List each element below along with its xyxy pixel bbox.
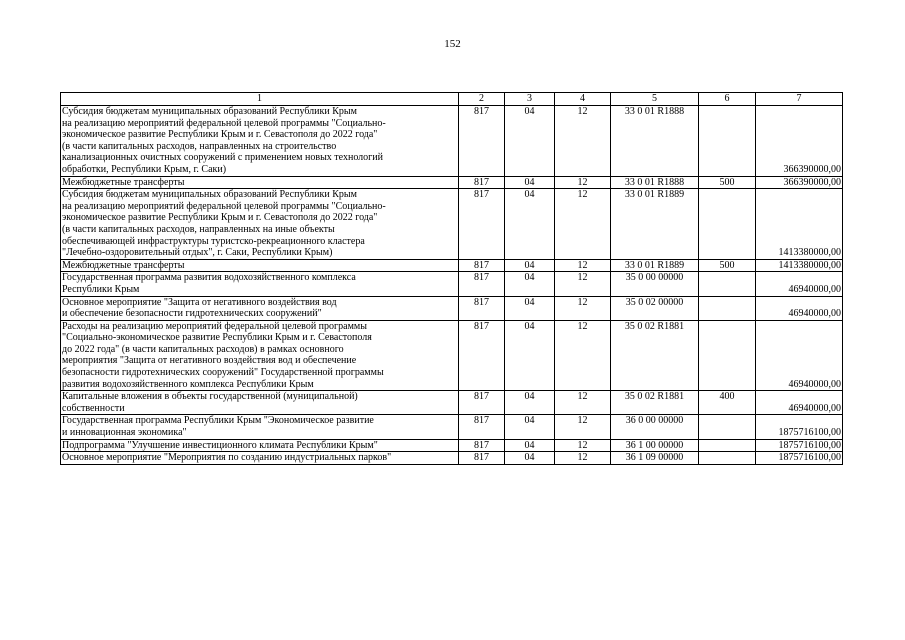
amount-cell: 1413380000,00 (756, 189, 843, 260)
target-article-cell: 33 0 01 R1888 (611, 176, 699, 189)
section-code-cell: 04 (505, 320, 555, 391)
ministry-code-cell: 817 (459, 189, 505, 260)
amount-cell: 46940000,00 (756, 272, 843, 296)
table-row (61, 259, 843, 272)
section-code-cell: 04 (505, 439, 555, 452)
subsection-code-cell: 12 (555, 296, 611, 320)
subsection-code-cell: 12 (555, 452, 611, 465)
page-number: 152 (444, 38, 461, 50)
item-name-cell: Капитальные вложения в объекты государственной (муниципальной) собственности (61, 391, 459, 415)
amount-cell: 1875716100,00 (756, 452, 843, 465)
item-name-cell: Субсидия бюджетам муниципальных образований Республики Крым на реализацию мероприятий федеральной целевой программы "Социально- экономическое развитие Республики Крым и г. Севастополя до 2022 года" (в части капитальных расходов, направленных на строительство канализационных очистных сооружений с применением новых технологий обработки, Республики Крым, г. Саки) (61, 106, 459, 177)
item-name-cell: Основное мероприятие "Мероприятия по созданию индустриальных парков" (61, 452, 459, 465)
target-article-cell: 35 0 00 00000 (611, 272, 699, 296)
item-name-cell: Подпрограмма "Улучшение инвестиционного климата Республики Крым" (61, 439, 459, 452)
column-header: 1 (61, 93, 459, 106)
target-article-cell: 33 0 01 R1889 (611, 259, 699, 272)
table-row (61, 106, 843, 177)
column-header: 7 (756, 93, 843, 106)
item-name-cell: Государственная программа Республики Крым "Экономическое развитие и инновационная экономика" (61, 415, 459, 439)
table-row (61, 439, 843, 452)
column-header: 4 (555, 93, 611, 106)
expense-type-cell (699, 415, 756, 439)
section-code-cell: 04 (505, 176, 555, 189)
table-row (61, 452, 843, 465)
table-row (61, 176, 843, 189)
subsection-code-cell: 12 (555, 106, 611, 177)
expense-type-cell (699, 439, 756, 452)
expense-type-cell (699, 452, 756, 465)
item-name-cell: Субсидия бюджетам муниципальных образований Республики Крым на реализацию мероприятий федеральной целевой программы "Социально- экономическое развитие Республики Крым и г. Севастополя до 2022 года" (в части капитальных расходов, направленных на иные объекты обеспечивающей инфраструктуры туристско-рекреационного кластера "Лечебно-оздоровительный отдых", г. Саки, Республики Крым) (61, 189, 459, 260)
expense-type-cell: 500 (699, 259, 756, 272)
table-row (61, 296, 843, 320)
ministry-code-cell: 817 (459, 106, 505, 177)
target-article-cell: 35 0 02 00000 (611, 296, 699, 320)
item-name-cell: Основное мероприятие "Защита от негативного воздействия вод и обеспечение безопасности гидротехнических сооружений" (61, 296, 459, 320)
amount-cell: 46940000,00 (756, 296, 843, 320)
amount-cell: 1875716100,00 (756, 415, 843, 439)
amount-cell: 46940000,00 (756, 391, 843, 415)
expense-type-cell: 500 (699, 176, 756, 189)
amount-cell: 366390000,00 (756, 176, 843, 189)
ministry-code-cell: 817 (459, 259, 505, 272)
column-header: 2 (459, 93, 505, 106)
ministry-code-cell: 817 (459, 296, 505, 320)
item-name-cell: Государственная программа развития водохозяйственного комплекса Республики Крым (61, 272, 459, 296)
item-name-cell: Межбюджетные трансферты (61, 176, 459, 189)
expense-type-cell (699, 106, 756, 177)
section-code-cell: 04 (505, 259, 555, 272)
expense-type-cell: 400 (699, 391, 756, 415)
ministry-code-cell: 817 (459, 415, 505, 439)
target-article-cell: 35 0 02 R1881 (611, 391, 699, 415)
subsection-code-cell: 12 (555, 415, 611, 439)
ministry-code-cell: 817 (459, 176, 505, 189)
budget-table (60, 92, 843, 465)
target-article-cell: 36 1 09 00000 (611, 452, 699, 465)
expense-type-cell (699, 272, 756, 296)
target-article-cell: 33 0 01 R1889 (611, 189, 699, 260)
section-code-cell: 04 (505, 391, 555, 415)
column-header: 5 (611, 93, 699, 106)
table-row (61, 272, 843, 296)
subsection-code-cell: 12 (555, 272, 611, 296)
section-code-cell: 04 (505, 452, 555, 465)
expense-type-cell (699, 189, 756, 260)
ministry-code-cell: 817 (459, 452, 505, 465)
amount-cell: 1413380000,00 (756, 259, 843, 272)
expense-type-cell (699, 320, 756, 391)
table-row (61, 391, 843, 415)
table-header-row (61, 93, 843, 106)
ministry-code-cell: 817 (459, 391, 505, 415)
subsection-code-cell: 12 (555, 176, 611, 189)
subsection-code-cell: 12 (555, 189, 611, 260)
ministry-code-cell: 817 (459, 439, 505, 452)
item-name-cell: Межбюджетные трансферты (61, 259, 459, 272)
table-row (61, 189, 843, 260)
expense-type-cell (699, 296, 756, 320)
subsection-code-cell: 12 (555, 439, 611, 452)
target-article-cell: 36 1 00 00000 (611, 439, 699, 452)
item-name-cell: Расходы на реализацию мероприятий федеральной целевой программы "Социально-экономическое развитие Республики Крым и г. Севастополя до 2022 года" (в части капитальных расходов) в рамках основного мероприятия "Защита от негативного воздействия вод и обеспечение безопасности гидротехнических сооружений" Государственной программы развития водохозяйственного комплекса Республики Крым (61, 320, 459, 391)
amount-cell: 1875716100,00 (756, 439, 843, 452)
ministry-code-cell: 817 (459, 320, 505, 391)
target-article-cell: 35 0 02 R1881 (611, 320, 699, 391)
subsection-code-cell: 12 (555, 320, 611, 391)
section-code-cell: 04 (505, 272, 555, 296)
section-code-cell: 04 (505, 415, 555, 439)
target-article-cell: 36 0 00 00000 (611, 415, 699, 439)
target-article-cell: 33 0 01 R1888 (611, 106, 699, 177)
subsection-code-cell: 12 (555, 391, 611, 415)
amount-cell: 366390000,00 (756, 106, 843, 177)
table-row (61, 415, 843, 439)
amount-cell: 46940000,00 (756, 320, 843, 391)
table-row (61, 320, 843, 391)
column-header: 3 (505, 93, 555, 106)
column-header: 6 (699, 93, 756, 106)
subsection-code-cell: 12 (555, 259, 611, 272)
section-code-cell: 04 (505, 296, 555, 320)
ministry-code-cell: 817 (459, 272, 505, 296)
section-code-cell: 04 (505, 189, 555, 260)
section-code-cell: 04 (505, 106, 555, 177)
